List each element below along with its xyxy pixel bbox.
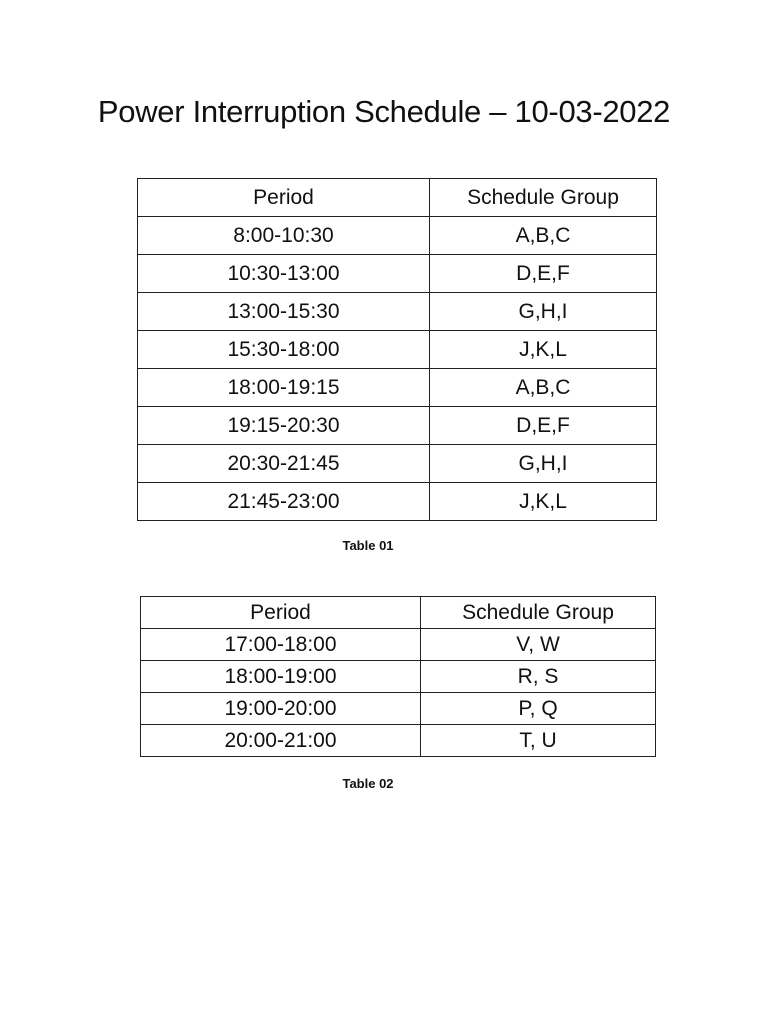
page-title: Power Interruption Schedule – 10-03-2022 — [97, 94, 671, 129]
period-cell: 18:00-19:15 — [138, 369, 430, 407]
table-row — [138, 331, 657, 369]
group-cell: D,E,F — [430, 255, 657, 293]
period-cell: 18:00-19:00 — [141, 661, 421, 693]
group-cell: V, W — [421, 629, 656, 661]
group-cell: J,K,L — [430, 331, 657, 369]
table-row — [141, 661, 656, 693]
schedule-table-01 — [137, 178, 657, 521]
period-cell: 20:00-21:00 — [141, 725, 421, 757]
group-cell: A,B,C — [430, 369, 657, 407]
column-header-schedule-group: Schedule Group — [421, 597, 656, 629]
group-cell: T, U — [421, 725, 656, 757]
column-header-period: Period — [141, 597, 421, 629]
table-row — [138, 293, 657, 331]
period-cell: 15:30-18:00 — [138, 331, 430, 369]
table-row — [141, 725, 656, 757]
table-row — [138, 445, 657, 483]
table-header-row — [138, 179, 657, 217]
period-cell: 17:00-18:00 — [141, 629, 421, 661]
period-cell: 19:15-20:30 — [138, 407, 430, 445]
period-cell: 21:45-23:00 — [138, 483, 430, 521]
table-header-row — [141, 597, 656, 629]
schedule-table-02 — [140, 596, 656, 757]
table-caption-02: Table 02 — [342, 776, 394, 791]
table-row — [138, 255, 657, 293]
group-cell: G,H,I — [430, 293, 657, 331]
group-cell: J,K,L — [430, 483, 657, 521]
table-row — [141, 693, 656, 725]
period-cell: 19:00-20:00 — [141, 693, 421, 725]
group-cell: A,B,C — [430, 217, 657, 255]
group-cell: P, Q — [421, 693, 656, 725]
column-header-schedule-group: Schedule Group — [430, 179, 657, 217]
table-row — [138, 407, 657, 445]
table-row — [141, 629, 656, 661]
table-row — [138, 217, 657, 255]
group-cell: R, S — [421, 661, 656, 693]
table-row — [138, 483, 657, 521]
group-cell: D,E,F — [430, 407, 657, 445]
period-cell: 10:30-13:00 — [138, 255, 430, 293]
period-cell: 13:00-15:30 — [138, 293, 430, 331]
table-caption-01: Table 01 — [342, 538, 394, 553]
period-cell: 20:30-21:45 — [138, 445, 430, 483]
period-cell: 8:00-10:30 — [138, 217, 430, 255]
column-header-period: Period — [138, 179, 430, 217]
table-row — [138, 369, 657, 407]
group-cell: G,H,I — [430, 445, 657, 483]
